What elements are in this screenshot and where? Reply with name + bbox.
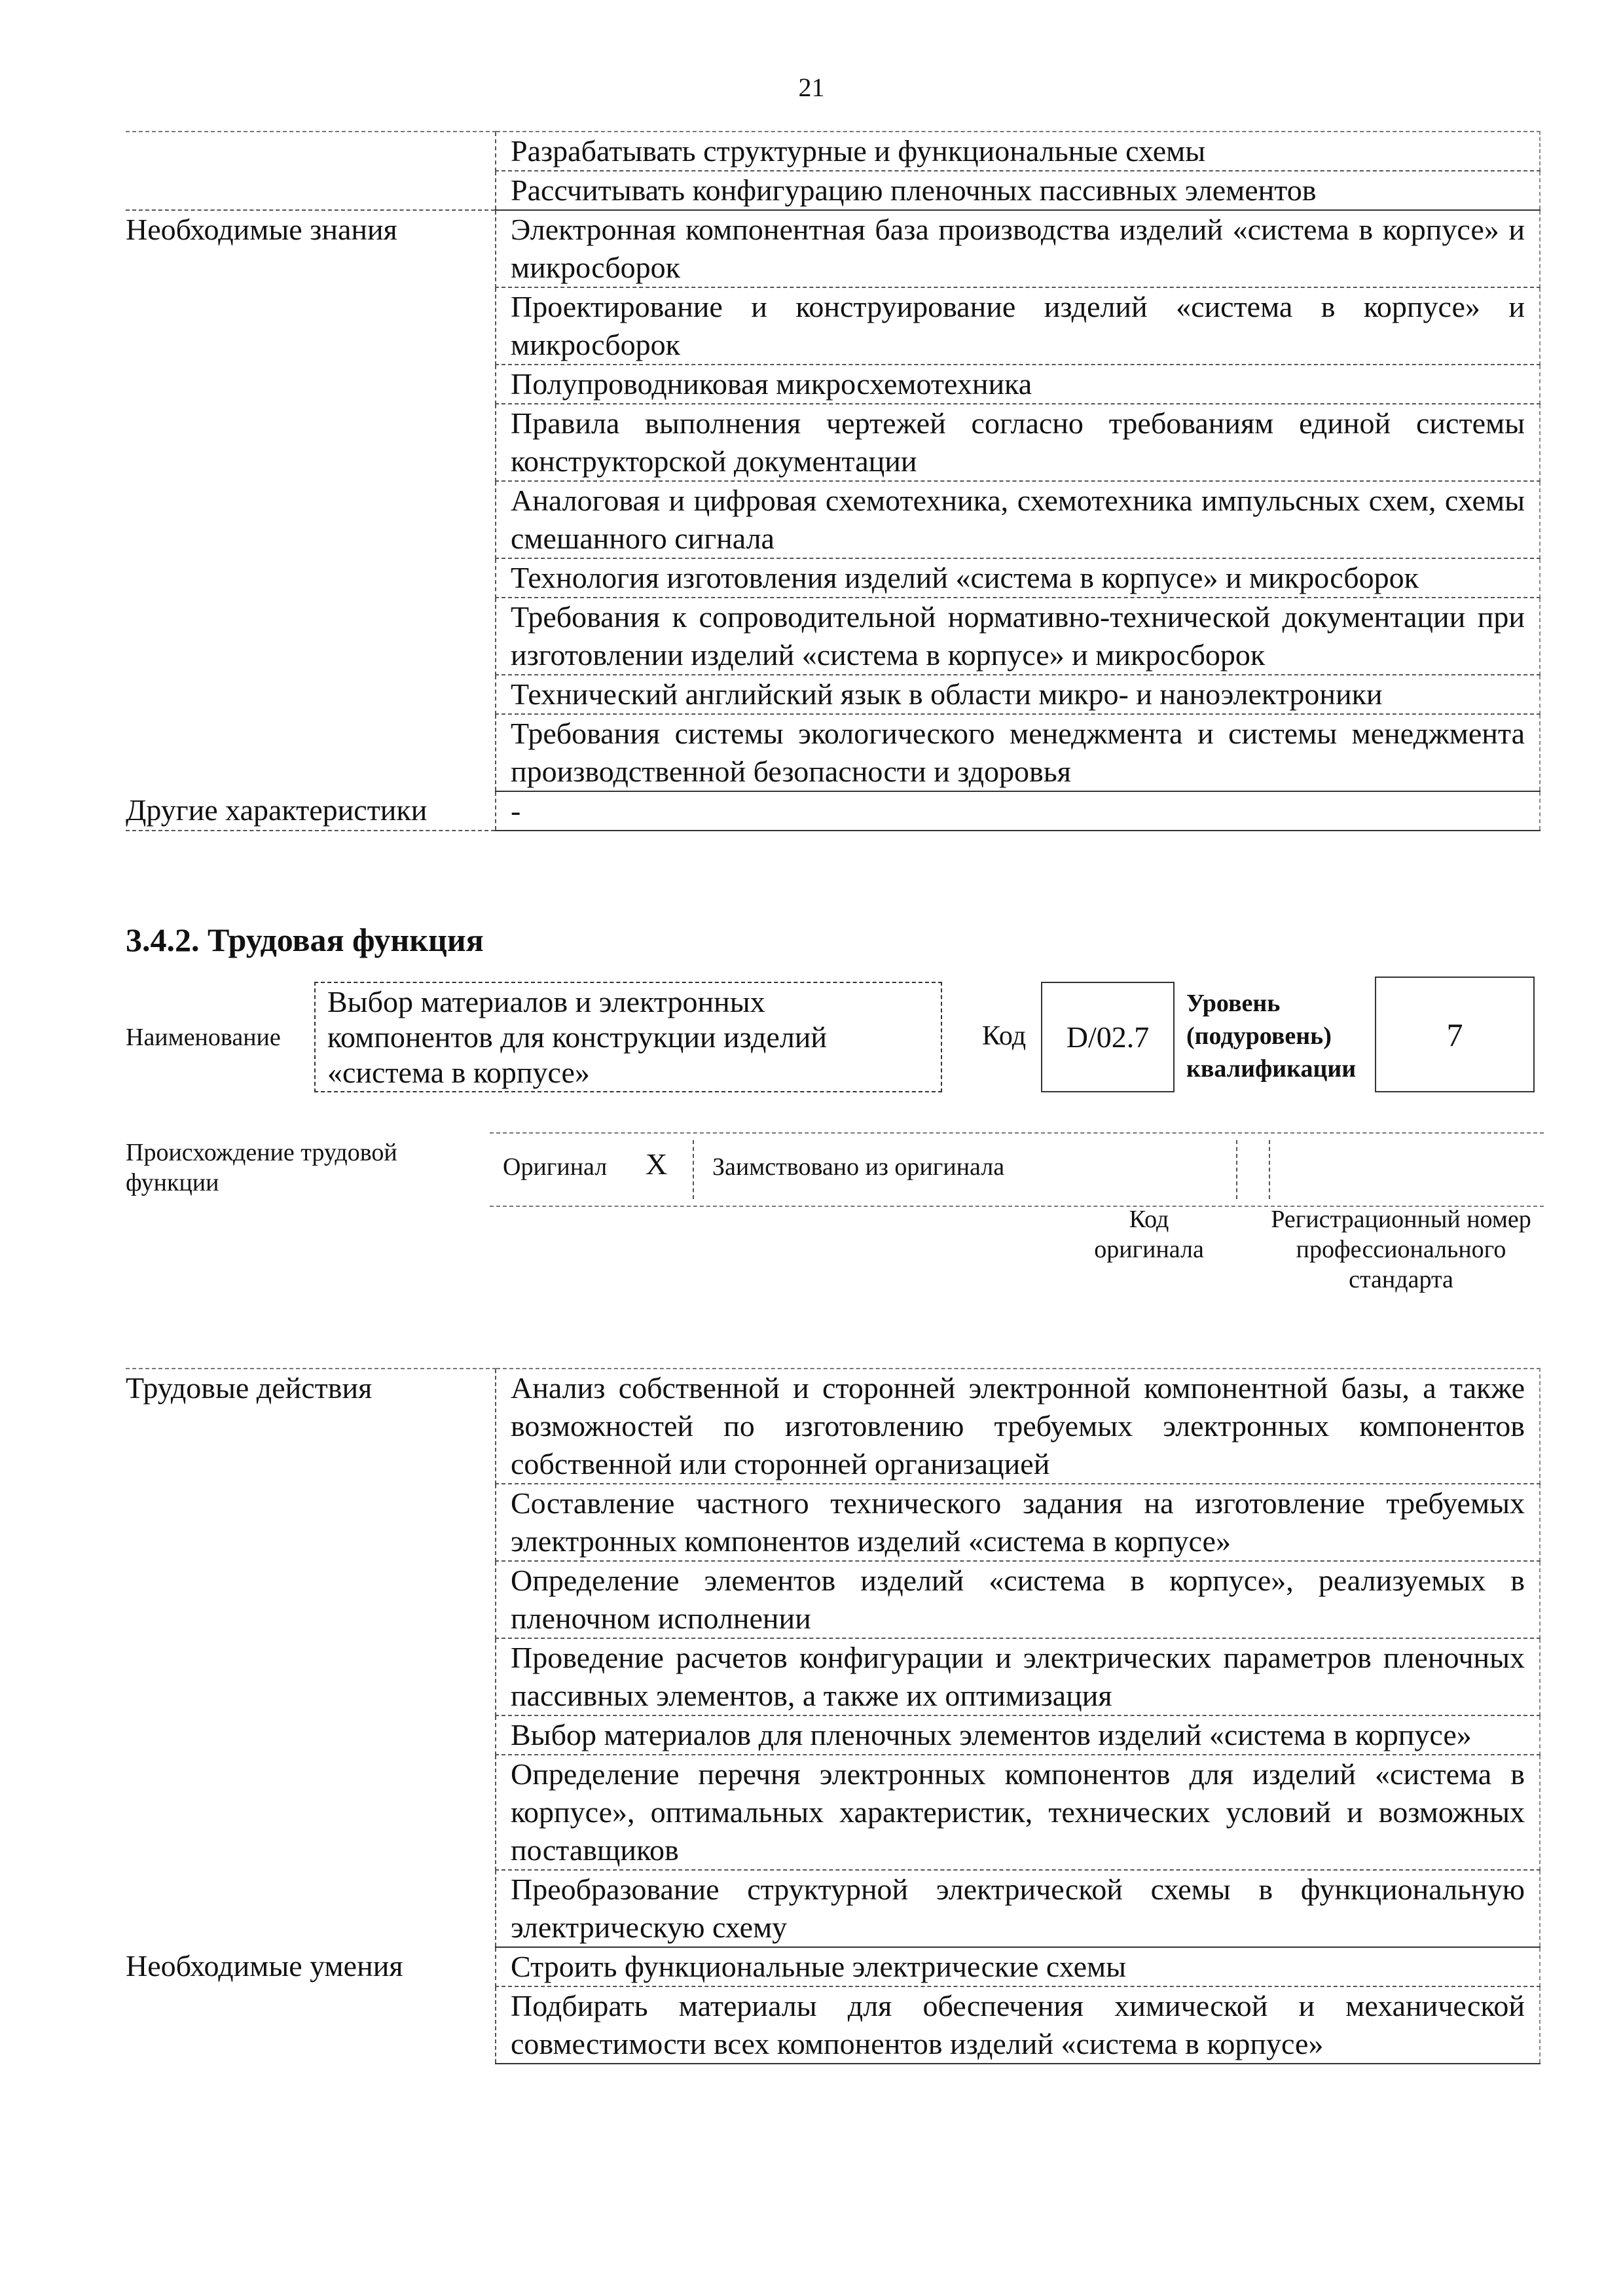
skills-label: Необходимые умения <box>126 1949 403 1982</box>
other-value: - <box>496 791 1540 831</box>
knowledge-item: Технология изготовления изделий «система в корпусе» и микросборок <box>496 558 1540 598</box>
other-label: Другие характеристики <box>126 791 496 831</box>
origin-divider <box>1236 1140 1237 1199</box>
level-box <box>1375 977 1535 1092</box>
knowledge-label: Необходимые знания <box>126 213 397 246</box>
knowledge-item: Электронная компонентная база производства изделий «система в корпусе» и микросборок <box>496 210 1540 287</box>
table-row <box>126 1947 1540 1986</box>
name-label: Наименование <box>126 1024 281 1051</box>
knowledge-item: Требования системы экологического менеджмента и системы менеджмента производственной безопасности и здоровья <box>496 714 1540 791</box>
knowledge-item: Технический английский язык в области микро- и наноэлектроники <box>496 675 1540 714</box>
knowledge-item: Правила выполнения чертежей согласно требованиям единой системы конструкторской документации <box>496 404 1540 481</box>
code-original-caption: Код оригинала <box>1094 1206 1204 1263</box>
action-item: Выбор материалов для пленочных элементов изделий «система в корпусе» <box>496 1715 1540 1755</box>
function-name-box <box>314 982 942 1092</box>
skill-item: Строить функциональные электрические схемы <box>496 1947 1540 1986</box>
level-value: 7 <box>1446 1016 1463 1053</box>
skill-item: Подбирать материалы для обеспечения химической и механической совместимости всех компонентов изделий «система в корпусе» <box>496 1986 1540 2064</box>
table-row <box>126 210 1540 287</box>
table-row <box>126 791 1540 831</box>
action-item: Составление частного технического задания на изготовление требуемых электронных компонентов изделий «система в корпусе» <box>496 1484 1540 1561</box>
skill-item: Разрабатывать структурные и функциональные схемы <box>496 132 1540 171</box>
original-label: Оригинал <box>503 1153 608 1181</box>
action-item: Анализ собственной и сторонней электронной компонентной базы, а также возможностей по изготовлению требуемых электронных компонентов собственной или сторонней организацией <box>496 1369 1540 1484</box>
table-function-details <box>126 1368 1541 2064</box>
level-label: Уровень (подуровень) квалификации <box>1186 990 1357 1083</box>
knowledge-item: Аналоговая и цифровая схемотехника, схемотехника импульсных схем, схемы смешанного сигнала <box>496 481 1540 558</box>
origin-divider <box>1269 1140 1270 1199</box>
table-row <box>126 1369 1540 1484</box>
action-item: Определение перечня электронных компонентов для изделий «система в корпусе», оптимальных характеристик, технических условий и возможных поставщиков <box>496 1755 1540 1870</box>
original-mark: X <box>646 1147 668 1181</box>
borrowed-label: Заимствовано из оригинала <box>712 1153 1005 1181</box>
knowledge-item: Требования к сопроводительной нормативно-технической документации при изготовлении изделий «система в корпусе» и микросборок <box>496 598 1540 675</box>
reg-number-caption: Регистрационный номер профессионального стандарта <box>1271 1206 1531 1293</box>
action-item: Определение элементов изделий «система в корпусе», реализуемых в пленочном исполнении <box>496 1561 1540 1638</box>
action-item: Преобразование структурной электрической схемы в функциональную электрическую схему <box>496 1870 1540 1947</box>
code-label: Код <box>982 1021 1027 1051</box>
knowledge-item: Проектирование и конструирование изделий «система в корпусе» и микросборок <box>496 287 1540 365</box>
origin-row <box>490 1132 1544 1207</box>
code-value: D/02.7 <box>1066 1020 1150 1054</box>
skill-item: Рассчитывать конфигурацию пленочных пассивных элементов <box>496 171 1540 210</box>
table-previous-function <box>126 131 1541 831</box>
table-row <box>126 132 1540 171</box>
section-heading: 3.4.2. Трудовая функция <box>126 922 484 958</box>
origin-label: Происхождение трудовой функции <box>126 1139 397 1196</box>
knowledge-item: Полупроводниковая микросхемотехника <box>496 365 1540 404</box>
function-name: Выбор материалов и электронных компонентов для конструкции изделий «система в корпусе» <box>327 985 828 1089</box>
origin-divider <box>693 1140 694 1199</box>
page-number: 21 <box>798 73 825 102</box>
action-item: Проведение расчетов конфигурации и электрических параметров пленочных пассивных элементов, а также их оптимизация <box>496 1638 1540 1715</box>
actions-label: Трудовые действия <box>126 1369 496 1947</box>
code-box <box>1041 982 1175 1092</box>
table-row <box>126 171 1540 210</box>
